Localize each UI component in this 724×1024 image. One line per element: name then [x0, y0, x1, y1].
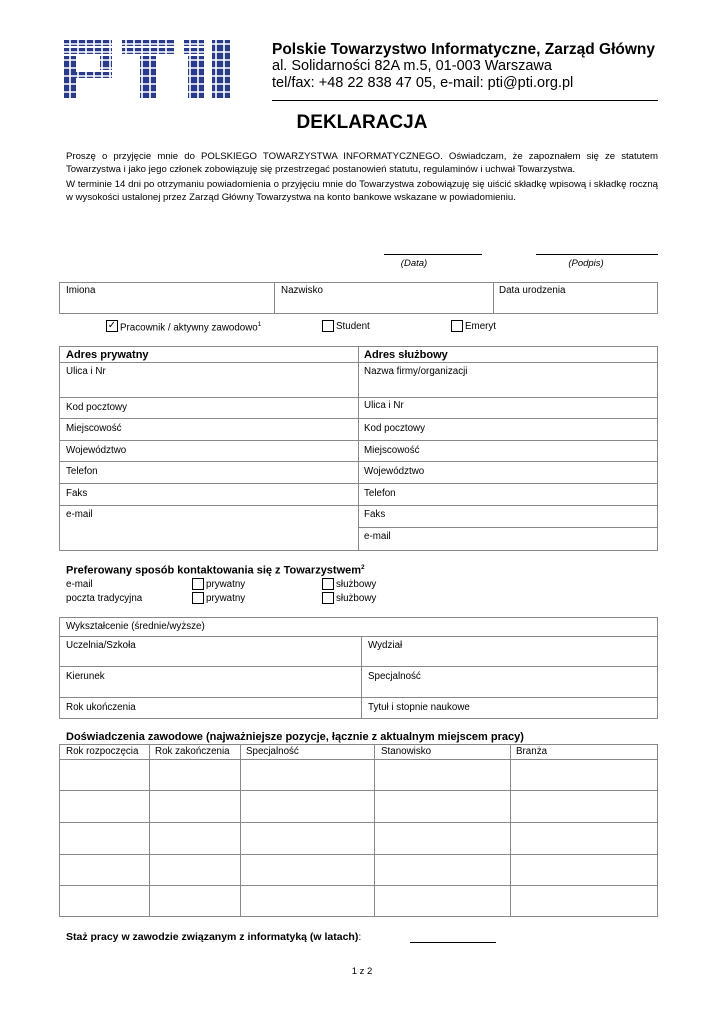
business-address-heading: Adres służbowy — [364, 349, 448, 361]
email-business-label: służbowy — [336, 579, 377, 590]
private-fax-field[interactable]: Faks — [66, 488, 88, 499]
col-end-year: Rok zakończenia — [155, 746, 230, 757]
retired-checkbox[interactable] — [451, 320, 463, 332]
organization-address: al. Solidarności 82A m.5, 01-003 Warszawa — [272, 58, 552, 74]
email-private-label: prywatny — [206, 579, 246, 590]
post-business-checkbox[interactable] — [322, 592, 334, 604]
business-email-field[interactable]: e-mail — [364, 531, 391, 542]
date-signature-line[interactable] — [384, 254, 482, 255]
business-voivodeship-field[interactable]: Województwo — [364, 466, 425, 477]
divider — [59, 397, 358, 398]
divider — [358, 505, 658, 506]
contact-email-label: e-mail — [66, 579, 93, 590]
post-private-checkbox[interactable] — [192, 592, 204, 604]
direction-field[interactable]: Kierunek — [66, 671, 105, 682]
worker-checkbox[interactable]: ✓ — [107, 320, 117, 331]
birth-date-field[interactable]: Data urodzenia — [499, 285, 566, 296]
divider — [240, 744, 241, 917]
surname-field[interactable]: Nazwisko — [281, 285, 323, 296]
divider — [374, 744, 375, 917]
seniority-input-line[interactable] — [410, 942, 496, 943]
divider — [358, 418, 658, 419]
business-fax-field[interactable]: Faks — [364, 509, 386, 520]
page-number: 1 z 2 — [351, 966, 373, 977]
organization-contact: tel/fax: +48 22 838 47 05, e-mail: pti@pti.org.pl — [272, 75, 574, 91]
graduation-year-field[interactable]: Rok ukończenia — [66, 702, 136, 713]
contact-post-label: poczta tradycyjna — [66, 593, 143, 604]
seniority-label: Staż pracy w zawodzie związanym z informatyką (w latach): — [66, 931, 362, 943]
private-email-field[interactable]: e-mail — [66, 509, 93, 520]
divider — [59, 636, 658, 637]
school-field[interactable]: Uczelnia/Szkoła — [66, 640, 136, 651]
business-postcode-field[interactable]: Kod pocztowy — [364, 423, 425, 434]
organization-name: Polskie Towarzystwo Informatyczne, Zarząd Główny — [272, 41, 655, 58]
email-business-checkbox[interactable] — [322, 578, 334, 590]
post-private-label: prywatny — [206, 593, 246, 604]
divider — [358, 461, 658, 462]
first-names-field[interactable]: Imiona — [66, 285, 96, 296]
divider — [358, 440, 658, 441]
business-phone-field[interactable]: Telefon — [364, 488, 396, 499]
specialty-field[interactable]: Specjalność — [368, 671, 421, 682]
academic-degrees-field[interactable]: Tytuł i stopnie naukowe — [368, 702, 470, 713]
date-label: (Data) — [400, 258, 428, 269]
contact-preference-heading: Preferowany sposób kontaktowania się z Towarzystwem$^2$ — [66, 564, 365, 577]
signature-label: (Podpis) — [568, 258, 604, 269]
divider — [59, 666, 658, 667]
education-table — [59, 617, 658, 719]
col-position: Stanowisko — [381, 746, 432, 757]
divider — [149, 744, 150, 917]
divider — [59, 362, 658, 363]
divider — [358, 346, 359, 551]
divider — [59, 505, 358, 506]
private-address-heading: Adres prywatny — [66, 349, 149, 361]
private-voivodeship-field[interactable]: Województwo — [66, 445, 127, 456]
faculty-field[interactable]: Wydział — [368, 640, 403, 651]
education-level-field[interactable]: Wykształcenie (średnie/wyższe) — [66, 621, 205, 632]
worker-label: Pracownik / aktywny zawodowo$^1$ — [120, 321, 262, 334]
divider — [510, 744, 511, 917]
document-title: DEKLARACJA — [296, 112, 428, 133]
divider — [361, 636, 362, 719]
signature-line[interactable] — [536, 254, 658, 255]
private-street-field[interactable]: Ulica i Nr — [66, 366, 106, 377]
divider — [358, 483, 658, 484]
divider — [493, 282, 494, 314]
retired-label: Emeryt — [465, 321, 497, 332]
declaration-paragraph-2: W terminie 14 dni po otrzymaniu powiadomienia o przyjęciu mnie do Towarzystwa zobowiązuję się uiścić składkę wpisową i składkę roczną w wysokości ustalonej przez Zarząd Główny Towarzystwa na konto bankowe wskazane w powiadomieniu. — [66, 179, 658, 203]
business-street-field[interactable]: Ulica i Nr — [364, 400, 404, 411]
col-industry: Branża — [516, 746, 548, 757]
private-city-field[interactable]: Miejscowość — [66, 423, 122, 434]
private-phone-field[interactable]: Telefon — [66, 466, 98, 477]
col-start-year: Rok rozpoczęcia — [66, 746, 139, 757]
private-postcode-field[interactable]: Kod pocztowy — [66, 402, 127, 413]
divider — [59, 418, 358, 419]
divider — [59, 461, 358, 462]
business-city-field[interactable]: Miejscowość — [364, 445, 420, 456]
divider — [274, 282, 275, 314]
post-business-label: służbowy — [336, 593, 377, 604]
divider — [59, 483, 358, 484]
email-private-checkbox[interactable] — [192, 578, 204, 590]
personal-data-table — [59, 282, 658, 314]
divider — [358, 527, 658, 528]
divider — [358, 397, 658, 398]
declaration-paragraph-1: Proszę o przyjęcie mnie do POLSKIEGO TOWARZYSTWA INFORMATYCZNEGO. Oświadczam, że zapoznałem się ze statutem Towarzystwa i jako jego członek zobowiązuję się przestrzegać postanowień statutu, regulaminów i uchwał Towarzystwa. — [66, 151, 658, 175]
divider — [59, 440, 358, 441]
business-company-field[interactable]: Nazwa firmy/organizacji — [364, 366, 468, 377]
divider — [59, 697, 658, 698]
pti-logo — [64, 40, 230, 98]
header-divider — [272, 100, 658, 101]
experience-heading: Doświadczenia zawodowe (najważniejsze pozycje, łącznie z aktualnym miejscem pracy) — [66, 731, 524, 743]
student-label: Student — [336, 321, 370, 332]
col-specialty: Specjalność — [246, 746, 299, 757]
student-checkbox[interactable] — [322, 320, 334, 332]
